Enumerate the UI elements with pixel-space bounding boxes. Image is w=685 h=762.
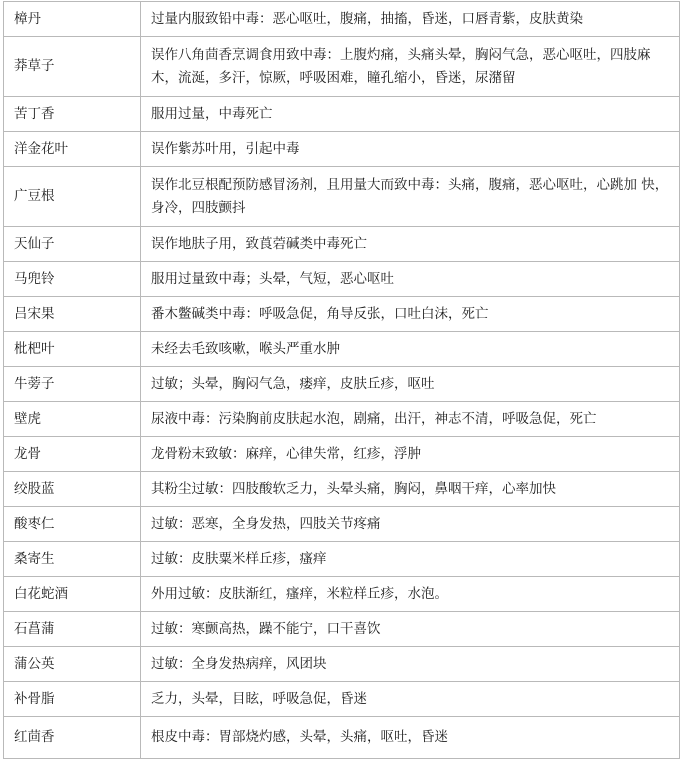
reaction-description-cell: 根皮中毒：胃部烧灼感，头晕，头痛，呕吐，昏迷: [141, 717, 680, 759]
herb-name-cell: 吕宋果: [4, 297, 141, 332]
table-row: [4, 367, 680, 402]
table-row: [4, 97, 680, 132]
herb-name-cell: 莽草子: [4, 37, 141, 97]
table-row: [4, 612, 680, 647]
herb-name-cell: 马兜铃: [4, 262, 141, 297]
reaction-description-cell: 误作八角茴香烹调食用致中毒：上腹灼痛，头痛头晕，胸闷气急，恶心呕吐，四肢麻 木，流涎，多汗，惊厥，呼吸困难，瞳孔缩小，昏迷，尿潴留: [141, 37, 680, 97]
herb-name-cell: 酸枣仁: [4, 507, 141, 542]
table-row: [4, 262, 680, 297]
table-row: [4, 577, 680, 612]
table-row: [4, 402, 680, 437]
herb-name-cell: 牛蒡子: [4, 367, 141, 402]
reaction-description-cell: 乏力，头晕，目眩，呼吸急促，昏迷: [141, 682, 680, 717]
reaction-description-cell: 过敏：全身发热病痒，风团块: [141, 647, 680, 682]
reaction-description-cell: 服用过量，中毒死亡: [141, 97, 680, 132]
herb-name-cell: 蒲公英: [4, 647, 141, 682]
reaction-description-cell: 过量内服致铅中毒：恶心呕吐，腹痛，抽搐，昏迷，口唇青紫，皮肤黄染: [141, 2, 680, 37]
reaction-description-cell: 服用过量致中毒；头晕，气短，恶心呕吐: [141, 262, 680, 297]
herb-name-cell: 苦丁香: [4, 97, 141, 132]
herb-name-cell: 壁虎: [4, 402, 141, 437]
reaction-description-cell: 过敏；头晕，胸闷气急，瘘痒，皮肤丘疹，呕吐: [141, 367, 680, 402]
reaction-description-cell: 番木鳖碱类中毒：呼吸急促，角导反张，口吐白沫，死亡: [141, 297, 680, 332]
reaction-description-cell: 其粉尘过敏：四肢酸软乏力，头晕头痛，胸闷，鼻咽干痒，心率加快: [141, 472, 680, 507]
herb-name-cell: 白花蛇酒: [4, 577, 141, 612]
reaction-description-cell: 未经去毛致咳嗽，喉头严重水肿: [141, 332, 680, 367]
herb-name-cell: 樟丹: [4, 2, 141, 37]
reaction-description-cell: 过敏：寒颤高热，躁不能宁，口干喜饮: [141, 612, 680, 647]
table-row: [4, 37, 680, 97]
herb-name-cell: 补骨脂: [4, 682, 141, 717]
reaction-description-cell: 龙骨粉末致敏：麻痒，心律失常，红疹，浮肿: [141, 437, 680, 472]
table-body: [4, 2, 680, 759]
herb-name-cell: 绞股蓝: [4, 472, 141, 507]
table-row: [4, 647, 680, 682]
herb-name-cell: 桑寄生: [4, 542, 141, 577]
table-row: [4, 682, 680, 717]
herb-name-cell: 洋金花叶: [4, 132, 141, 167]
table-row: [4, 437, 680, 472]
reaction-description-cell: 过敏：恶寒，全身发热，四肢关节疼痛: [141, 507, 680, 542]
reaction-description-cell: 过敏：皮肤粟米样丘疹，瘙痒: [141, 542, 680, 577]
table-row: [4, 227, 680, 262]
table-row: [4, 132, 680, 167]
reaction-description-cell: 尿液中毒：污染胸前皮肤起水泡，剧痛，出汗，神志不清，呼吸急促，死亡: [141, 402, 680, 437]
table-row: [4, 297, 680, 332]
reaction-description-cell: 误作北豆根配预防感冒汤剂，且用量大而致中毒：头痛，腹痛，恶心呕吐，心跳加 快，身冷，四肢颤抖: [141, 167, 680, 227]
herb-name-cell: 龙骨: [4, 437, 141, 472]
table-row: [4, 542, 680, 577]
table-row: [4, 472, 680, 507]
table-row: [4, 717, 680, 759]
herb-name-cell: 天仙子: [4, 227, 141, 262]
reaction-description-cell: 误作地肤子用，致莨菪碱类中毒死亡: [141, 227, 680, 262]
table-row: [4, 2, 680, 37]
reaction-description-cell: 外用过敏：皮肤渐红，瘙痒，米粒样丘疹，水泡。: [141, 577, 680, 612]
herb-name-cell: 枇杷叶: [4, 332, 141, 367]
poisoning-table: [3, 1, 680, 759]
herb-name-cell: 石菖蒲: [4, 612, 141, 647]
table-row: [4, 167, 680, 227]
table-row: [4, 332, 680, 367]
herb-name-cell: 红茴香: [4, 717, 141, 759]
herb-name-cell: 广豆根: [4, 167, 141, 227]
reaction-description-cell: 误作紫苏叶用，引起中毒: [141, 132, 680, 167]
table-row: [4, 507, 680, 542]
